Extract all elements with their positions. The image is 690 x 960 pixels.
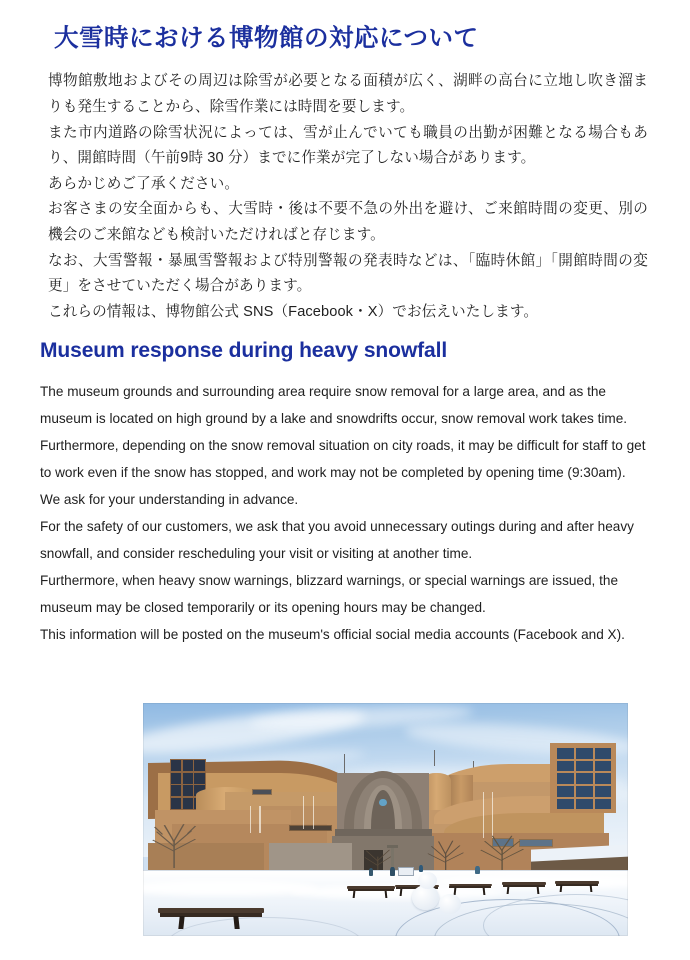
japanese-section [48,24,648,325]
museum-photo-canvas [143,703,628,936]
building-window [252,789,271,795]
foreground-bench [158,908,265,929]
downspout [250,806,251,834]
plaza-bench [502,882,546,892]
building-window [289,825,333,831]
person-figure [390,867,394,875]
bare-tree [145,813,203,869]
lamp-head [387,845,398,848]
english-paragraph-3: We ask for your understanding in advance. [40,492,299,508]
english-paragraph-1: The museum grounds and surrounding area require snow removal for a large area, and as the museum is located on high ground by a lake and snowdrifts occur, snow removal work takes time. [40,384,628,427]
bare-tree [473,826,531,875]
antenna-mast [344,754,345,773]
building-right-window-grid [555,746,613,811]
japanese-paragraph-3: あらかじめご了承ください。 [48,175,240,192]
person-figure [369,868,373,876]
person-figure [419,865,423,872]
plaza-bench [347,886,396,898]
museum-photo [143,703,628,936]
english-paragraph-2: Furthermore, depending on the snow removal situation on city roads, it may be difficult for staff to get to work even if the snow has stopped, and work may not be completed by opening time (9:30am). [40,438,646,481]
japanese-paragraph-1: 博物館敷地およびその周辺は除雪が必要となる面積が広く、湖畔の高台に立地し吹き溜まりも発生することから、除雪作業には時間を要します。 [48,73,648,115]
downspout [313,796,314,829]
english-body [40,378,656,648]
english-paragraph-4: For the safety of our customers, we ask that you avoid unnecessary outings during and after heavy snowfall, and consider rescheduling your visit or visiting at another time. [40,519,634,562]
downspout [259,806,260,834]
person-figure [475,866,479,874]
english-paragraph-5: Furthermore, when heavy snow warnings, blizzard warnings, or special warnings are issued, the museum may be closed temporarily or its opening hours may be changed. [40,573,619,616]
japanese-page-title: 大雪時における博物館の対応について [54,25,479,52]
japanese-paragraph-2: また市内道路の除雪状況によっては、雪が止んでいても職員の出勤が困難となる場合もあり、開館時間（午前9時 30 分）までに作業が完了しない場合があります。 [48,124,648,167]
plaza-bench [449,884,493,894]
sign-board [398,867,414,875]
english-section-title: Museum response during heavy snowfall [40,339,448,362]
plaza-bench [555,881,599,891]
antenna-mast [434,750,435,766]
english-paragraph-6: This information will be posted on the museum's official social media accounts (Facebook and X). [40,627,625,643]
snowball [439,894,461,914]
japanese-paragraph-5: なお、大雪警報・暴風雪警報および特別警報の発表時などは、「臨時休館」「開館時間の変更」をさせていただく場合があります。 [48,252,648,295]
japanese-paragraph-6: これらの情報は、博物館公式 SNS（Facebook・X）でお伝えいたします。 [48,303,539,320]
english-section [40,338,656,648]
japanese-body [48,69,648,325]
downspout [303,796,304,829]
japanese-paragraph-4: お客さまの安全面からも、大雪時・後は不要不急の外出を避け、ご来館時間の変更、別の機会のご来館なども検討いただければと存じます。 [48,201,648,243]
